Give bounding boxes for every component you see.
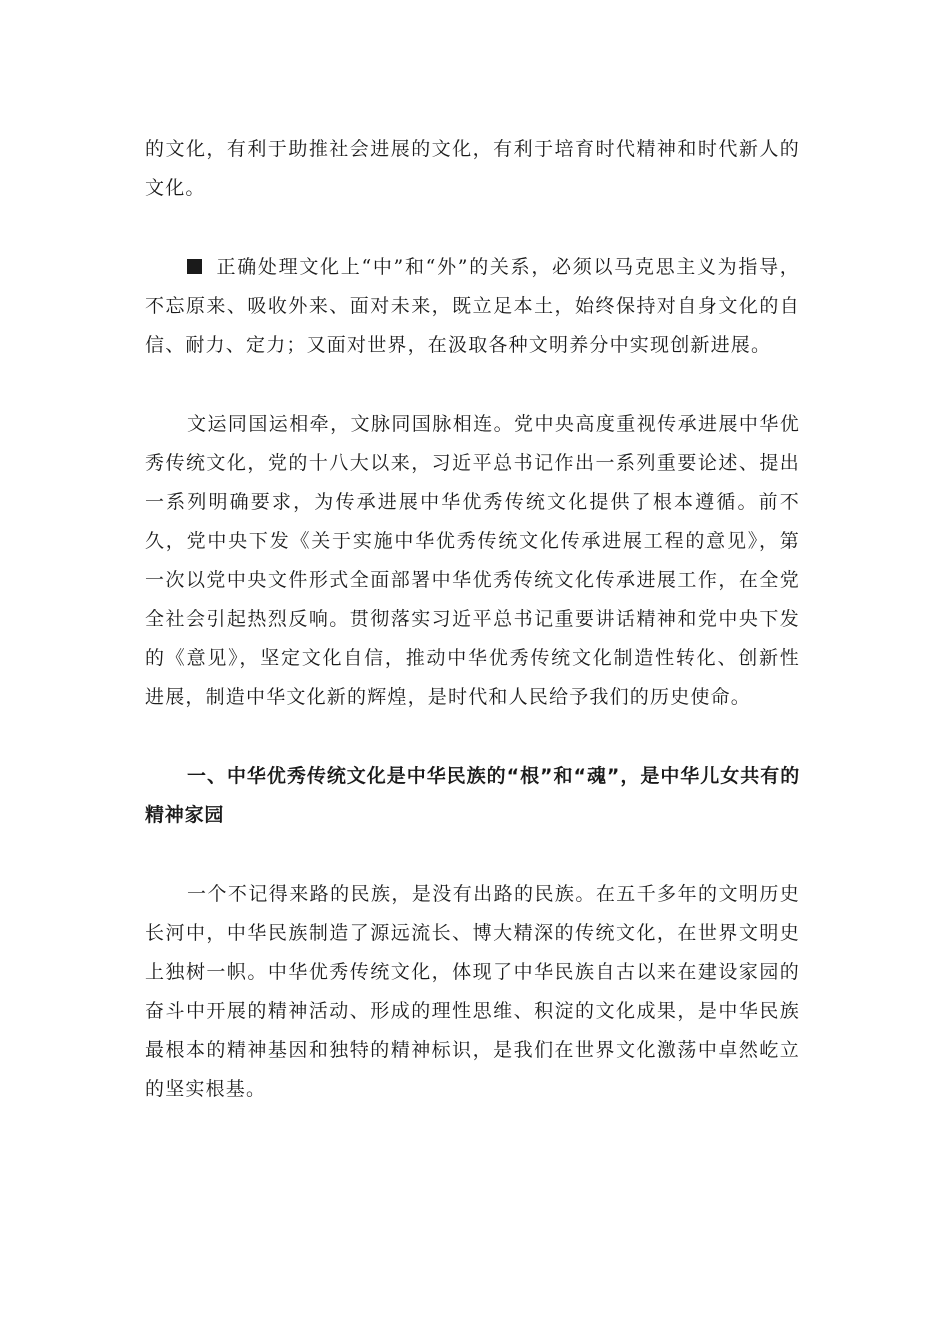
section-heading	[145, 757, 800, 835]
paragraph-text: 的文化，有利于助推社会进展的文化，有利于培育时代精神和时代新人的文化。	[145, 138, 800, 199]
heading-text: 一、中华优秀传统文化是中华民族的“根”和“魂”，是中华儿女共有的精神家园	[145, 765, 800, 826]
paragraph-continuation	[145, 130, 800, 208]
body-paragraph	[145, 405, 800, 717]
black-square-icon	[187, 259, 202, 274]
paragraph-text: 一个不记得来路的民族，是没有出路的民族。在五千多年的文明历史长河中，中华民族制造了源远流长、博大精深的传统文化，在世界文明史上独树一帜。中华优秀传统文化，体现了中华民族自古以来在建设家园的奋斗中开展的精神活动、形成的理性思维、积淀的文化成果，是中华民族最根本的精神基因和独特的精神标识，是我们在世界文化激荡中卓然屹立的坚实根基。	[145, 883, 800, 1100]
body-paragraph	[145, 875, 800, 1109]
document-page	[145, 130, 800, 1109]
paragraph-text: 正确处理文化上“中”和“外”的关系，必须以马克思主义为指导，不忘原来、吸收外来、面对未来，既立足本土，始终保持对自身文化的自信、耐力、定力；又面对世界，在汲取各种文明养分中实现创新进展。	[145, 256, 800, 356]
paragraph-text: 文运同国运相牵，文脉同国脉相连。党中央高度重视传承进展中华优秀传统文化，党的十八大以来，习近平总书记作出一系列重要论述、提出一系列明确要求，为传承进展中华优秀传统文化提供了根本遵循。前不久，党中央下发《关于实施中华优秀传统文化传承进展工程的意见》，第一次以党中央文件形式全面部署中华优秀传统文化传承进展工作，在全党全社会引起热烈反响。贯彻落实习近平总书记重要讲话精神和党中央下发的《意见》，坚定文化自信，推动中华优秀传统文化制造性转化、创新性进展，制造中华文化新的辉煌，是时代和人民给予我们的历史使命。	[145, 413, 800, 708]
bullet-paragraph	[145, 248, 800, 365]
